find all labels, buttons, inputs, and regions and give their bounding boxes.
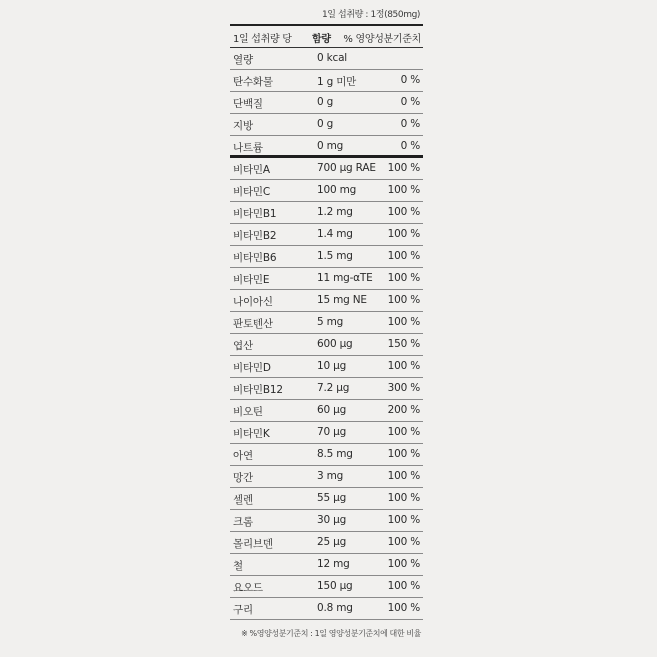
nutrient-daily-value: 0 %: [400, 140, 420, 152]
nutrient-daily-value: 100 %: [387, 272, 420, 284]
nutrient-daily-value: 100 %: [387, 206, 420, 218]
nutrient-daily-value: 100 %: [387, 250, 420, 262]
nutrient-daily-value: 0 %: [400, 118, 420, 130]
nutrient-amount: 30 μg: [317, 514, 347, 526]
nutrient-amount: 60 μg: [317, 404, 347, 416]
nutrient-daily-value: 100 %: [387, 470, 420, 482]
nutrient-name: 비타민K: [233, 428, 270, 440]
nutrient-name: 판토텐산: [233, 318, 273, 330]
nutrient-amount: 10 μg: [317, 360, 347, 372]
table-row: [230, 400, 423, 422]
nutrient-amount: 0 g: [317, 96, 334, 108]
nutrient-name: 단백질: [233, 98, 263, 110]
nutrient-daily-value: 100 %: [387, 426, 420, 438]
nutrient-name: 비타민A: [233, 164, 270, 176]
nutrient-amount: 1.5 mg: [317, 250, 353, 262]
table-row: [230, 290, 423, 312]
nutrient-daily-value: 100 %: [387, 448, 420, 460]
table-row: [230, 532, 423, 554]
header-basis: 1일 섭취량 당: [233, 34, 292, 45]
table-row: [230, 202, 423, 224]
nutrient-name: 비타민C: [233, 186, 270, 198]
nutrient-amount: 7.2 μg: [317, 382, 350, 394]
header-daily-value: % 영양성분기준치: [343, 34, 421, 45]
nutrient-daily-value: 0 %: [400, 74, 420, 86]
nutrient-amount: 0 mg: [317, 140, 344, 152]
nutrient-daily-value: 100 %: [387, 536, 420, 548]
nutrient-daily-value: 100 %: [387, 360, 420, 372]
nutrient-amount: 600 μg: [317, 338, 353, 350]
nutrient-amount: 0 kcal: [317, 52, 348, 64]
nutrient-amount: 15 mg NE: [317, 294, 367, 306]
nutrient-name: 지방: [233, 120, 253, 132]
nutrient-name: 비타민D: [233, 362, 271, 374]
table-row: [230, 334, 423, 356]
table-row: [230, 224, 423, 246]
footnote: ※ %영양성분기준치 : 1일 영양성분기준치에 대한 비율: [241, 629, 421, 638]
nutrient-name: 비타민B6: [233, 252, 277, 264]
nutrient-daily-value: 100 %: [387, 602, 420, 614]
nutrient-daily-value: 100 %: [387, 492, 420, 504]
nutrient-name: 망간: [233, 472, 253, 484]
table-row: [230, 554, 423, 576]
nutrient-daily-value: 100 %: [387, 580, 420, 592]
nutrient-name: 몰리브덴: [233, 538, 273, 550]
nutrient-name: 비타민B2: [233, 230, 277, 242]
table-row: [230, 356, 423, 378]
nutrient-amount: 1 g 미만: [317, 76, 357, 88]
nutrient-table: [230, 48, 423, 620]
table-row: [230, 598, 423, 620]
table-row: [230, 466, 423, 488]
nutrient-daily-value: 200 %: [387, 404, 420, 416]
table-row: [230, 444, 423, 466]
nutrient-name: 셀렌: [233, 494, 253, 506]
nutrient-amount: 5 mg: [317, 316, 344, 328]
table-row: [230, 576, 423, 598]
nutrient-amount: 11 mg-αTE: [317, 272, 373, 284]
nutrient-name: 나이아신: [233, 296, 273, 308]
nutrient-amount: 0 g: [317, 118, 334, 130]
nutrition-facts-panel: [230, 0, 423, 657]
nutrient-name: 비타민B12: [233, 384, 283, 396]
table-row: [230, 92, 423, 114]
table-row: [230, 378, 423, 400]
nutrient-name: 비오틴: [233, 406, 263, 418]
table-row: [230, 488, 423, 510]
nutrient-daily-value: 150 %: [387, 338, 420, 350]
nutrient-daily-value: 100 %: [387, 316, 420, 328]
nutrient-daily-value: 100 %: [387, 514, 420, 526]
table-row: [230, 48, 423, 70]
table-row: [230, 114, 423, 136]
nutrient-name: 비타민E: [233, 274, 270, 286]
nutrient-name: 아연: [233, 450, 253, 462]
nutrient-name: 엽산: [233, 340, 253, 352]
table-row: [230, 158, 423, 180]
nutrient-amount: 150 μg: [317, 580, 353, 592]
nutrient-amount: 100 mg: [317, 184, 357, 196]
nutrient-amount: 25 μg: [317, 536, 347, 548]
nutrient-name: 구리: [233, 604, 253, 616]
nutrient-daily-value: 100 %: [387, 558, 420, 570]
table-row: [230, 70, 423, 92]
nutrient-amount: 3 mg: [317, 470, 344, 482]
nutrient-amount: 700 μg RAE: [317, 162, 376, 174]
nutrient-amount: 1.4 mg: [317, 228, 353, 240]
nutrient-daily-value: 100 %: [387, 228, 420, 240]
nutrient-daily-value: 100 %: [387, 294, 420, 306]
table-row: [230, 510, 423, 532]
table-row: [230, 180, 423, 202]
nutrient-daily-value: 0 %: [400, 96, 420, 108]
table-row: [230, 422, 423, 444]
nutrient-daily-value: 300 %: [387, 382, 420, 394]
serving-size: 1일 섭취량 : 1정(850mg): [321, 10, 420, 20]
nutrient-amount: 55 μg: [317, 492, 347, 504]
table-row: [230, 268, 423, 290]
nutrient-amount: 1.2 mg: [317, 206, 353, 218]
nutrient-amount: 8.5 mg: [317, 448, 353, 460]
header-amount: 함량: [312, 34, 331, 45]
nutrient-name: 탄수화물: [233, 76, 273, 88]
table-row: [230, 312, 423, 334]
nutrient-daily-value: 100 %: [387, 162, 420, 174]
table-header: [230, 26, 423, 47]
nutrient-name: 요오드: [233, 582, 263, 594]
nutrient-amount: 0.8 mg: [317, 602, 353, 614]
nutrient-name: 크롬: [233, 516, 253, 528]
nutrient-daily-value: 100 %: [387, 184, 420, 196]
table-row: [230, 246, 423, 268]
nutrient-name: 철: [233, 560, 243, 572]
nutrient-name: 열량: [233, 54, 253, 66]
table-row: [230, 136, 423, 158]
nutrient-name: 비타민B1: [233, 208, 277, 220]
nutrient-amount: 70 μg: [317, 426, 347, 438]
nutrient-name: 나트륨: [233, 142, 263, 154]
nutrient-amount: 12 mg: [317, 558, 350, 570]
